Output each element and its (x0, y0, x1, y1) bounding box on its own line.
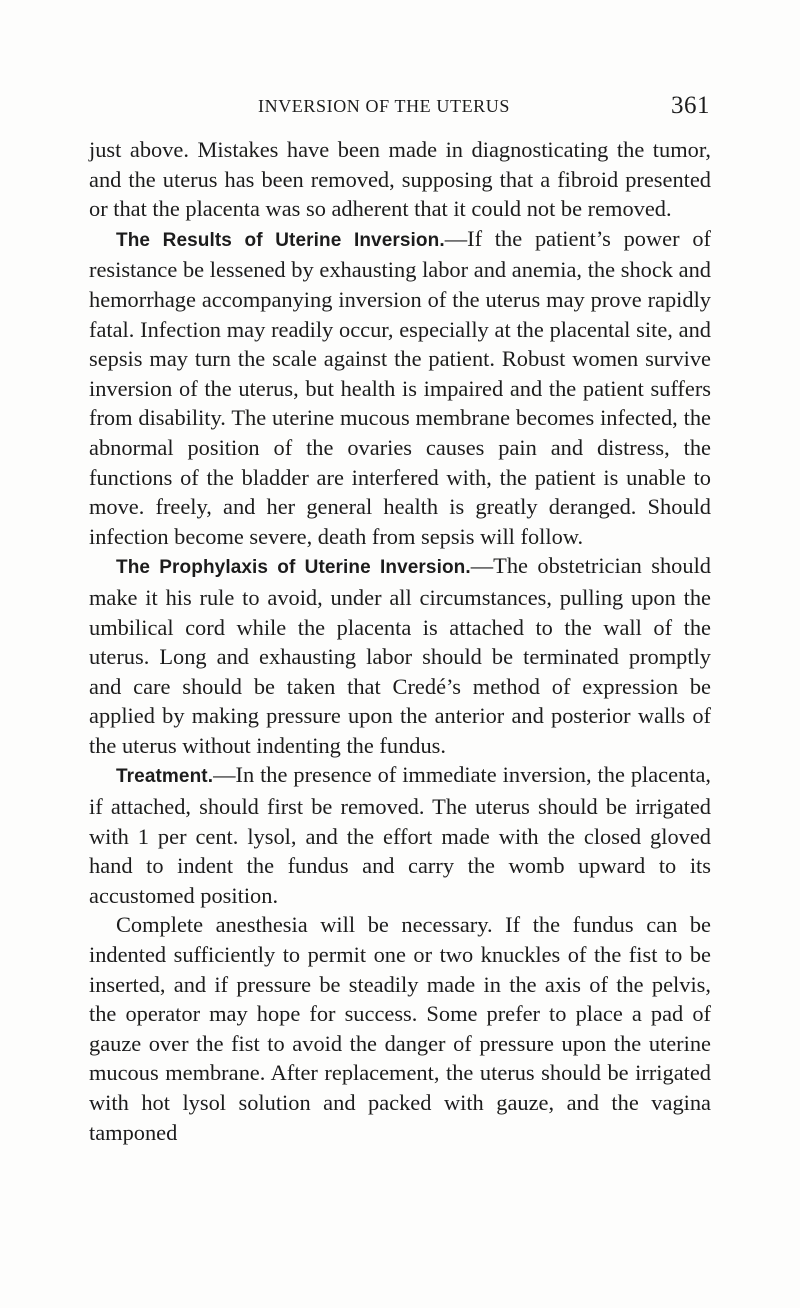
paragraph-text: Complete anesthesia will be necessary. If the fundus can be indented sufficiently to permit one or two knuckles of the fist to be inserted, and if pressure be steadily made in the axis of the pelvis, the operator may hope for success. Some prefer to place a pad of gauze over the fist to avoid the danger of pressure upon the uterine mucous membrane. After replacement, the uterus should be irrigated with hot lysol solution and packed with gauze, and the vagina tamponed (89, 912, 711, 1145)
paragraph-text: —In the presence of immediate inversion, the placenta, if attached, should first be removed. The uterus should be irrigated with 1 per cent. lysol, and the effort made with the closed gloved hand to indent the fundus and carry the womb upward to its accustomed position. (89, 762, 711, 908)
paragraph-text: —The obstetrician should make it his rule to avoid, under all circumstances, pulling upon the umbilical cord while the placenta is attached to the wall of the uterus. Long and exhausting labor should be terminated promptly and care should be taken that Credé’s method of expression be applied by making pressure upon the anterior and posterior walls of the uterus without indenting the fundus. (89, 553, 711, 758)
page-number: 361 (671, 92, 710, 119)
section-heading-prophylaxis: The Prophylaxis of Uterine Inversion. (116, 557, 471, 579)
paragraph-anesthesia (89, 910, 711, 1147)
paragraph-treatment (89, 760, 711, 910)
paragraph-text: just above. Mistakes have been made in diagnosticating the tumor, and the uterus has been removed, supposing that a fibroid presented or that the placenta was so adherent that it could not be removed. (89, 137, 711, 222)
running-title: INVERSION OF THE UTERUS (258, 96, 510, 116)
running-head (90, 92, 710, 122)
paragraph-continuation (89, 135, 711, 224)
body-text (89, 135, 711, 1147)
paragraph-text: —If the patient’s power of resistance be lessened by exhausting labor and anemia, the shock and hemorrhage accompanying inversion of the uterus may prove rapidly fatal. Infection may readily occur, especially at the placental site, and sepsis may turn the scale against the patient. Robust women survive inversion of the uterus, but health is impaired and the patient suffers from disability. The uterine mucous membrane becomes infected, the abnormal position of the ovaries causes pain and distress, the functions of the bladder are interfered with, the patient is unable to move. freely, and her general health is greatly deranged. Should infection become severe, death from sepsis will follow. (89, 225, 711, 549)
section-heading-results: The Results of Uterine Inversion. (116, 229, 445, 251)
section-heading-treatment: Treatment. (116, 766, 214, 788)
paragraph-results (89, 224, 711, 552)
paragraph-prophylaxis (89, 551, 711, 760)
